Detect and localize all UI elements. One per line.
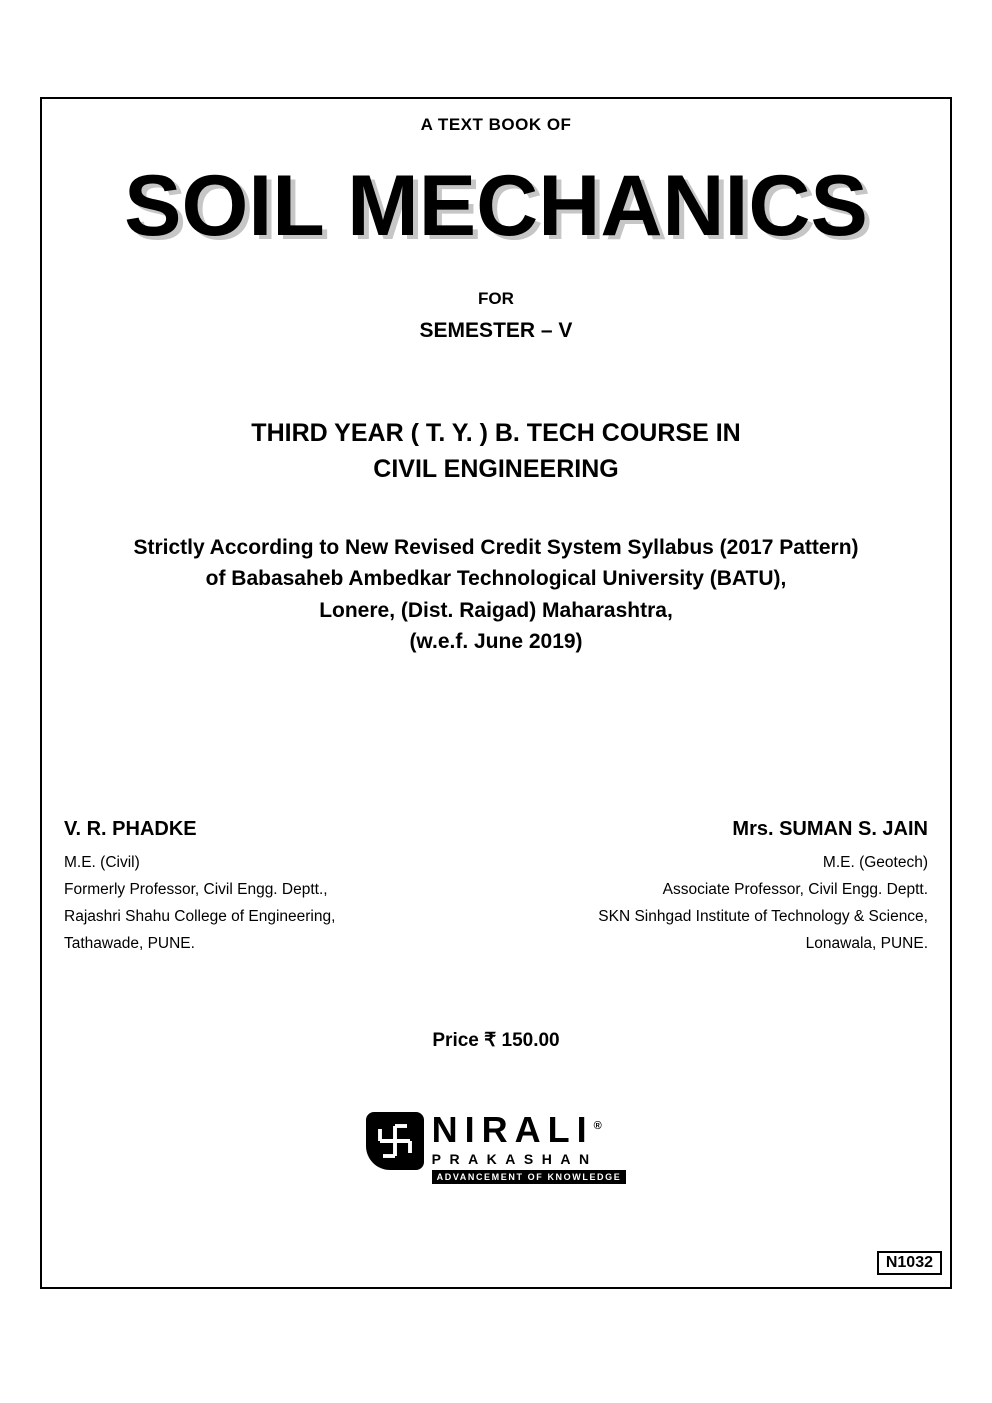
syllabus-line: Lonere, (Dist. Raigad) Maharashtra, (319, 598, 673, 622)
author-left-detail: M.E. (Civil) (64, 853, 140, 871)
author-left-detail: Rajashri Shahu College of Engineering, (64, 907, 336, 925)
author-left-name: V. R. PHADKE (64, 817, 197, 840)
publisher-name (431, 1109, 602, 1150)
publisher-tagline: ADVANCEMENT OF KNOWLEDGE (432, 1170, 627, 1184)
nirali-logo-mark-icon (366, 1112, 424, 1170)
author-right-detail: SKN Sinhgad Institute of Technology & Science, (598, 907, 928, 925)
syllabus-line: Strictly According to New Revised Credit System Syllabus (2017 Pattern) (133, 535, 859, 559)
author-right-detail: Lonawala, PUNE. (805, 934, 928, 952)
price-value: ₹ 150.00 (484, 1030, 560, 1051)
syllabus-line: of Babasaheb Ambedkar Technological University (BATU), (205, 567, 787, 590)
book-code-badge: N1032 (877, 1251, 942, 1275)
course-line-1: THIRD YEAR ( T. Y. ) B. TECH COURSE IN (251, 419, 741, 447)
publisher-subname: PRAKASHAN (431, 1151, 598, 1167)
author-right (598, 818, 928, 958)
publisher-name-text: NIRALI (431, 1109, 594, 1150)
syllabus-line: (w.e.f. June 2019) (409, 630, 583, 653)
publisher-logo-text (431, 1109, 627, 1184)
author-left-detail: Tathawade, PUNE. (64, 934, 195, 952)
course-title (42, 415, 950, 488)
syllabus-note (42, 532, 950, 658)
authors-section (64, 818, 928, 958)
course-line-2: CIVIL ENGINEERING (373, 455, 619, 484)
for-label: FOR (478, 289, 514, 308)
author-left-detail: Formerly Professor, Civil Engg. Deptt., (64, 880, 328, 898)
price-line (42, 1029, 950, 1052)
book-title: SOIL MECHANICS (124, 158, 868, 254)
author-right-detail: M.E. (Geotech) (822, 853, 928, 871)
semester-label: SEMESTER – V (419, 319, 573, 342)
author-left (64, 818, 335, 958)
registered-trademark-symbol: ® (593, 1120, 602, 1132)
price-label: Price (432, 1030, 479, 1051)
publisher-logo (42, 1109, 950, 1184)
page-border-frame (40, 97, 952, 1289)
swastika-icon (377, 1123, 413, 1159)
author-right-name: Mrs. SUMAN S. JAIN (732, 817, 928, 840)
top-label: A TEXT BOOK OF (420, 115, 572, 134)
author-right-detail: Associate Professor, Civil Engg. Deptt. (662, 880, 928, 898)
